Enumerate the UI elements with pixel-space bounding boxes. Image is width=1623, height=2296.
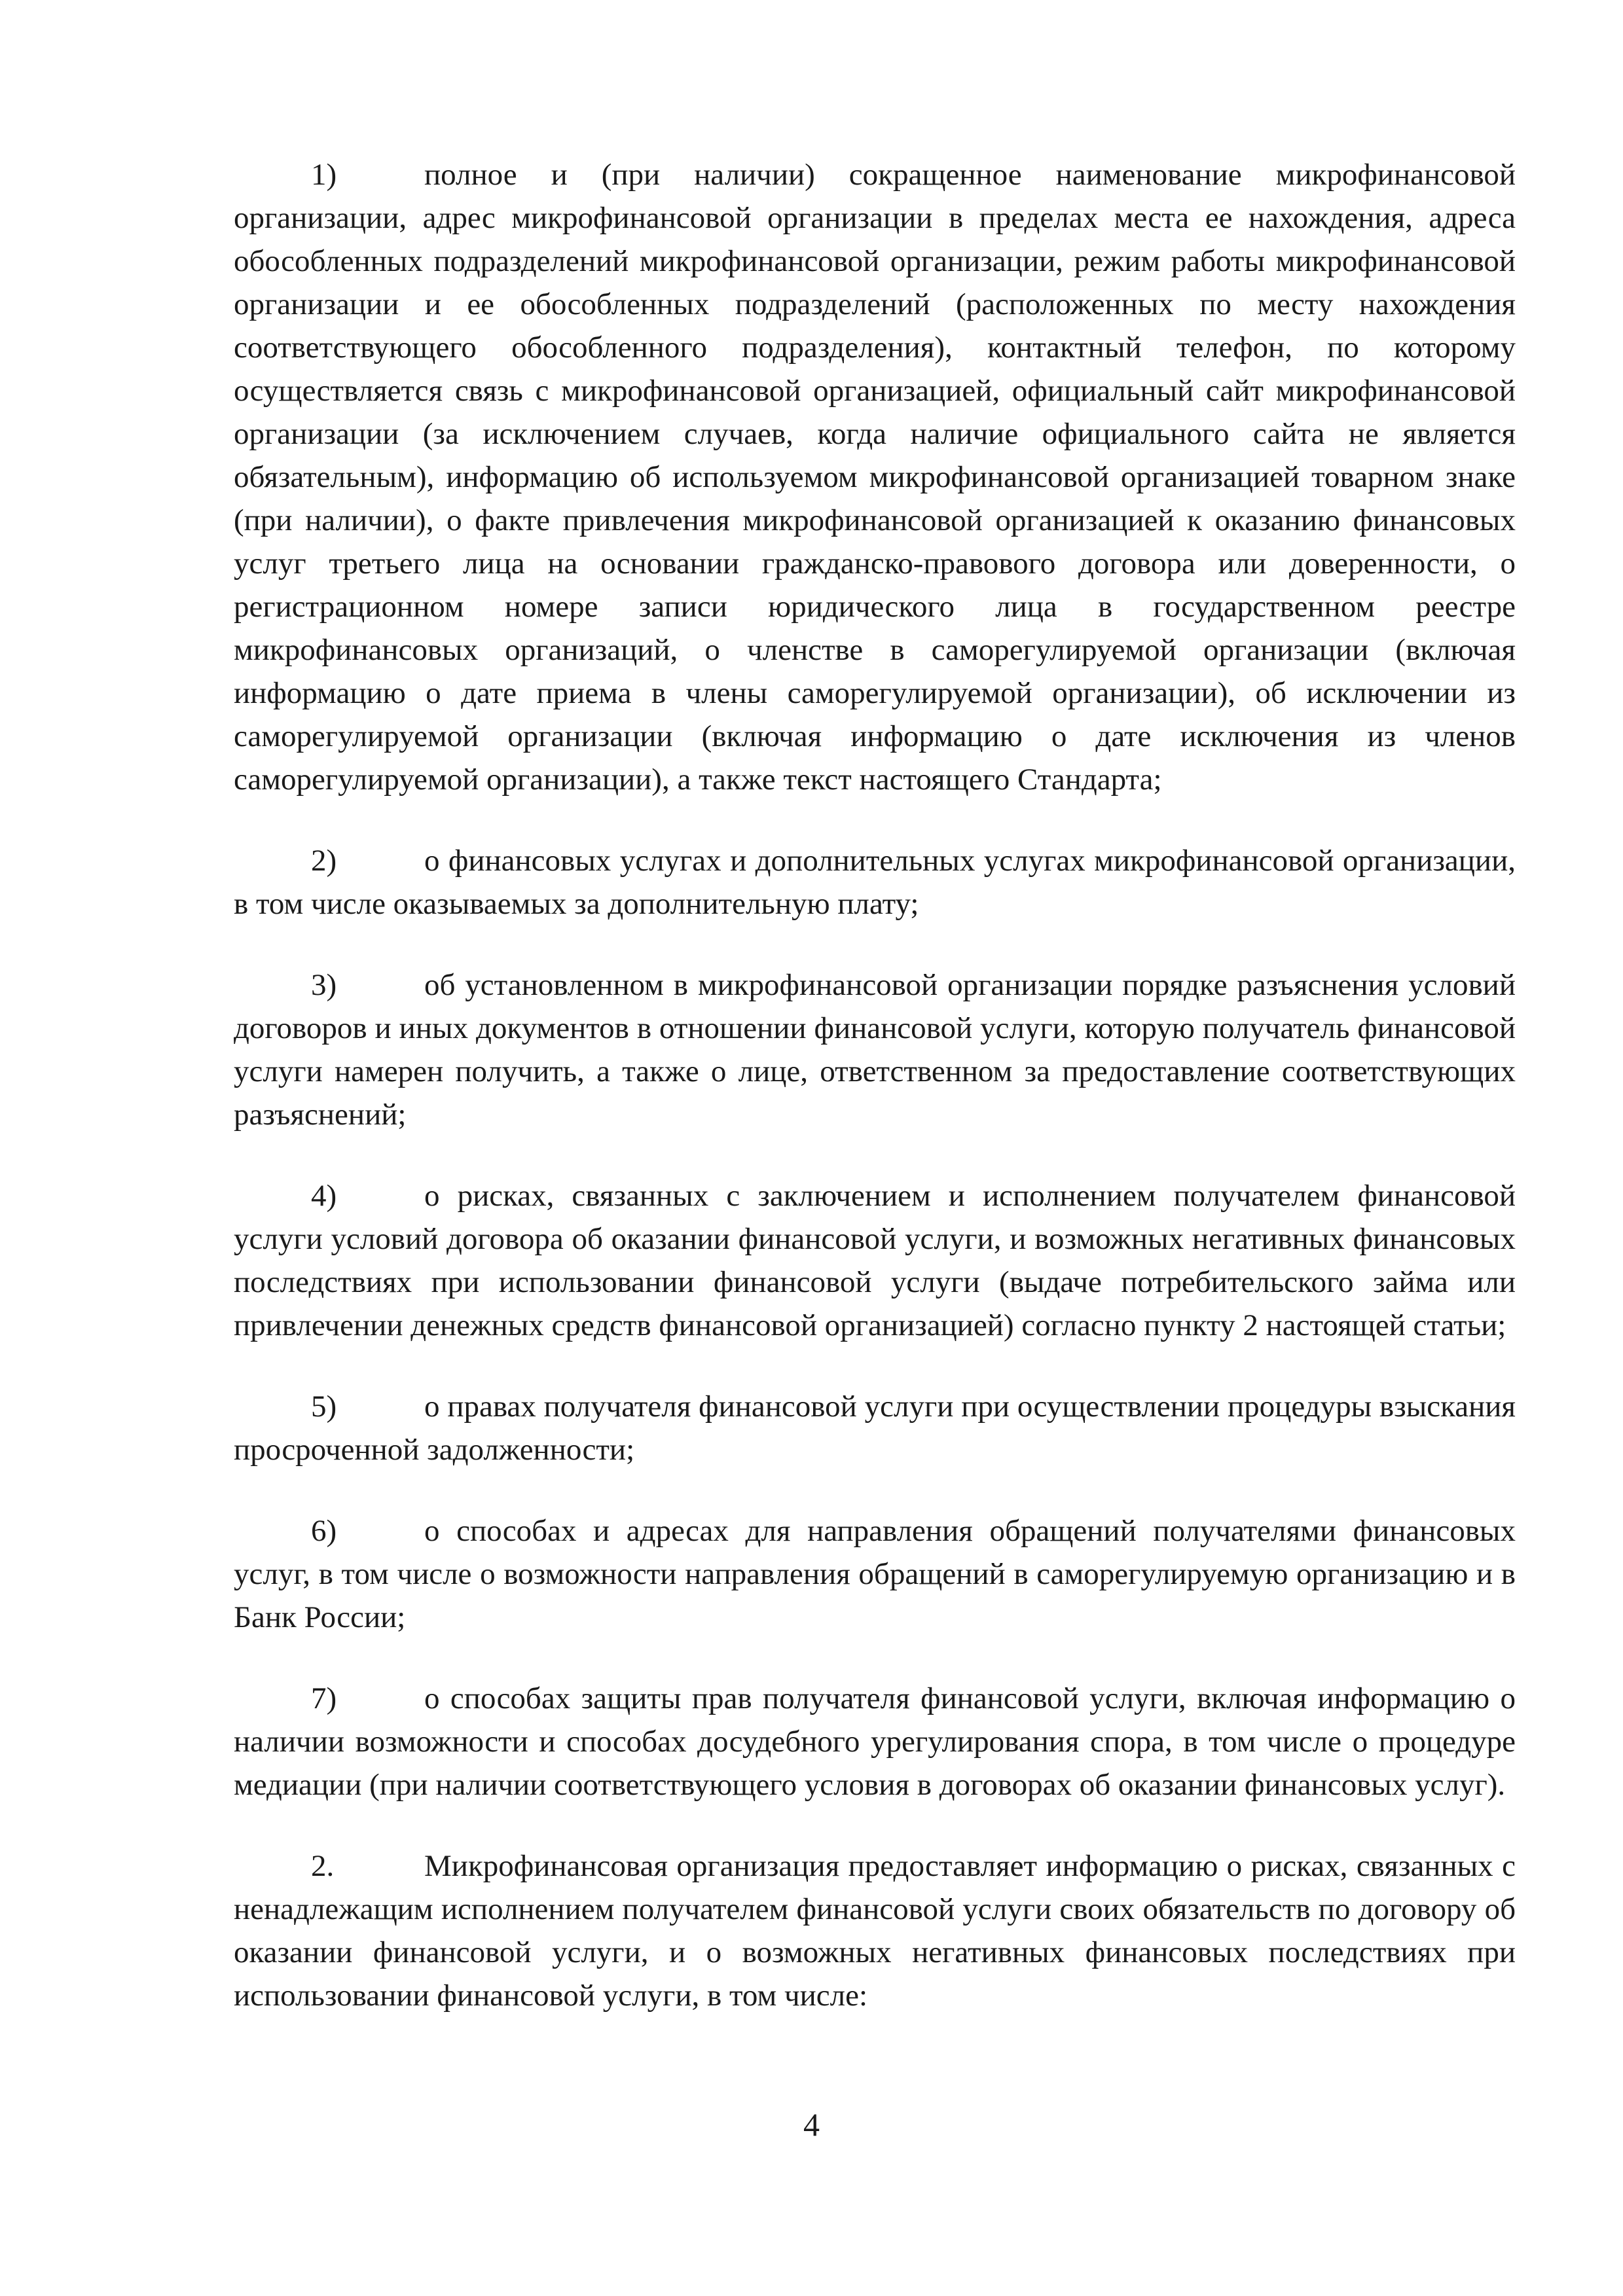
list-item-4 bbox=[234, 1174, 1516, 1347]
item-text: о правах получателя финансовой услуги при осуществлении процедуры взыскания просроченной задолженности; bbox=[234, 1390, 1516, 1467]
document-body bbox=[234, 153, 1516, 2055]
item-number: 1) bbox=[311, 158, 337, 192]
item-text: о способах и адресах для направления обращений получателями финансовых услуг, в том числе о возможности направления обращений в саморегулируемую организацию и в Банк России; bbox=[234, 1514, 1516, 1634]
list-item-6 bbox=[234, 1509, 1516, 1639]
item-text: об установленном в микрофинансовой организации порядке разъяснения условий договоров и иных документов в отношении финансовой услуги, которую получатель финансовой услуги намерен получить, а также о лице, ответственном за предоставление соответствующих разъяснений; bbox=[234, 968, 1516, 1132]
item-text: полное и (при наличии) сокращенное наименование микрофинансовой организации, адрес микрофинансовой организации в пределах места ее нахождения, адреса обособленных подразделений микрофинансовой организации, режим работы микрофинансовой организации и ее обособленных подразделений (расположенных по месту нахождения соответствующего обособленного подразделения), контактный телефон, по которому осуществляется связь с микрофинансовой организацией, официальный сайт микрофинансовой организации (за исключением случаев, когда наличие официального сайта не является обязательным), информацию об используемом микрофинансовой организацией товарном знаке (при наличии), о факте привлечения микрофинансовой организацией к оказанию финансовых услуг третьего лица на основании гражданско-правового договора или доверенности, о регистрационном номере записи юридического лица в государственном реестре микрофинансовых организаций, о членстве в саморегулируемой организации (включая информацию о дате приема в члены саморегулируемой организации), об исключении из саморегулируемой организации (включая информацию о дате исключения из членов саморегулируемой организации), а также текст настоящего Стандарта; bbox=[234, 158, 1516, 797]
item-number: 6) bbox=[311, 1514, 337, 1548]
item-number: 4) bbox=[311, 1179, 337, 1213]
item-number: 2) bbox=[311, 844, 337, 878]
list-item-2 bbox=[234, 839, 1516, 925]
item-text: о способах защиты прав получателя финансовой услуги, включая информацию о наличии возможности и способах досудебного урегулирования спора, в том числе о процедуре медиации (при наличии соответствующего условия в договорах об оказании финансовых услуг). bbox=[234, 1681, 1516, 1802]
list-item-7 bbox=[234, 1677, 1516, 1806]
item-text: Микрофинансовая организация предоставляет информацию о рисках, связанных с ненадлежащим исполнением получателем финансовой услуги своих обязательств по договору об оказании финансовой услуги, и о возможных негативных финансовых последствиях при использовании финансовой услуги, в том числе: bbox=[234, 1849, 1516, 2013]
list-item-1 bbox=[234, 153, 1516, 801]
item-text: о финансовых услугах и дополнительных услугах микрофинансовой организации, в том числе оказываемых за дополнительную плату; bbox=[234, 844, 1516, 921]
list-item-5 bbox=[234, 1385, 1516, 1471]
list-item-3 bbox=[234, 963, 1516, 1136]
item-number: 5) bbox=[311, 1390, 337, 1424]
item-number: 3) bbox=[311, 968, 337, 1002]
section-paragraph-2 bbox=[234, 1844, 1516, 2017]
item-number: 7) bbox=[311, 1681, 337, 1715]
item-text: о рисках, связанных с заключением и исполнением получателем финансовой услуги условий договора об оказании финансовой услуги, и возможных негативных финансовых последствиях при использовании финансовой услуги (выдаче потребительского займа или привлечении денежных средств финансовой организацией) согласно пункту 2 настоящей статьи; bbox=[234, 1179, 1516, 1342]
page-number: 4 bbox=[803, 2106, 820, 2143]
item-number: 2. bbox=[311, 1849, 335, 1883]
